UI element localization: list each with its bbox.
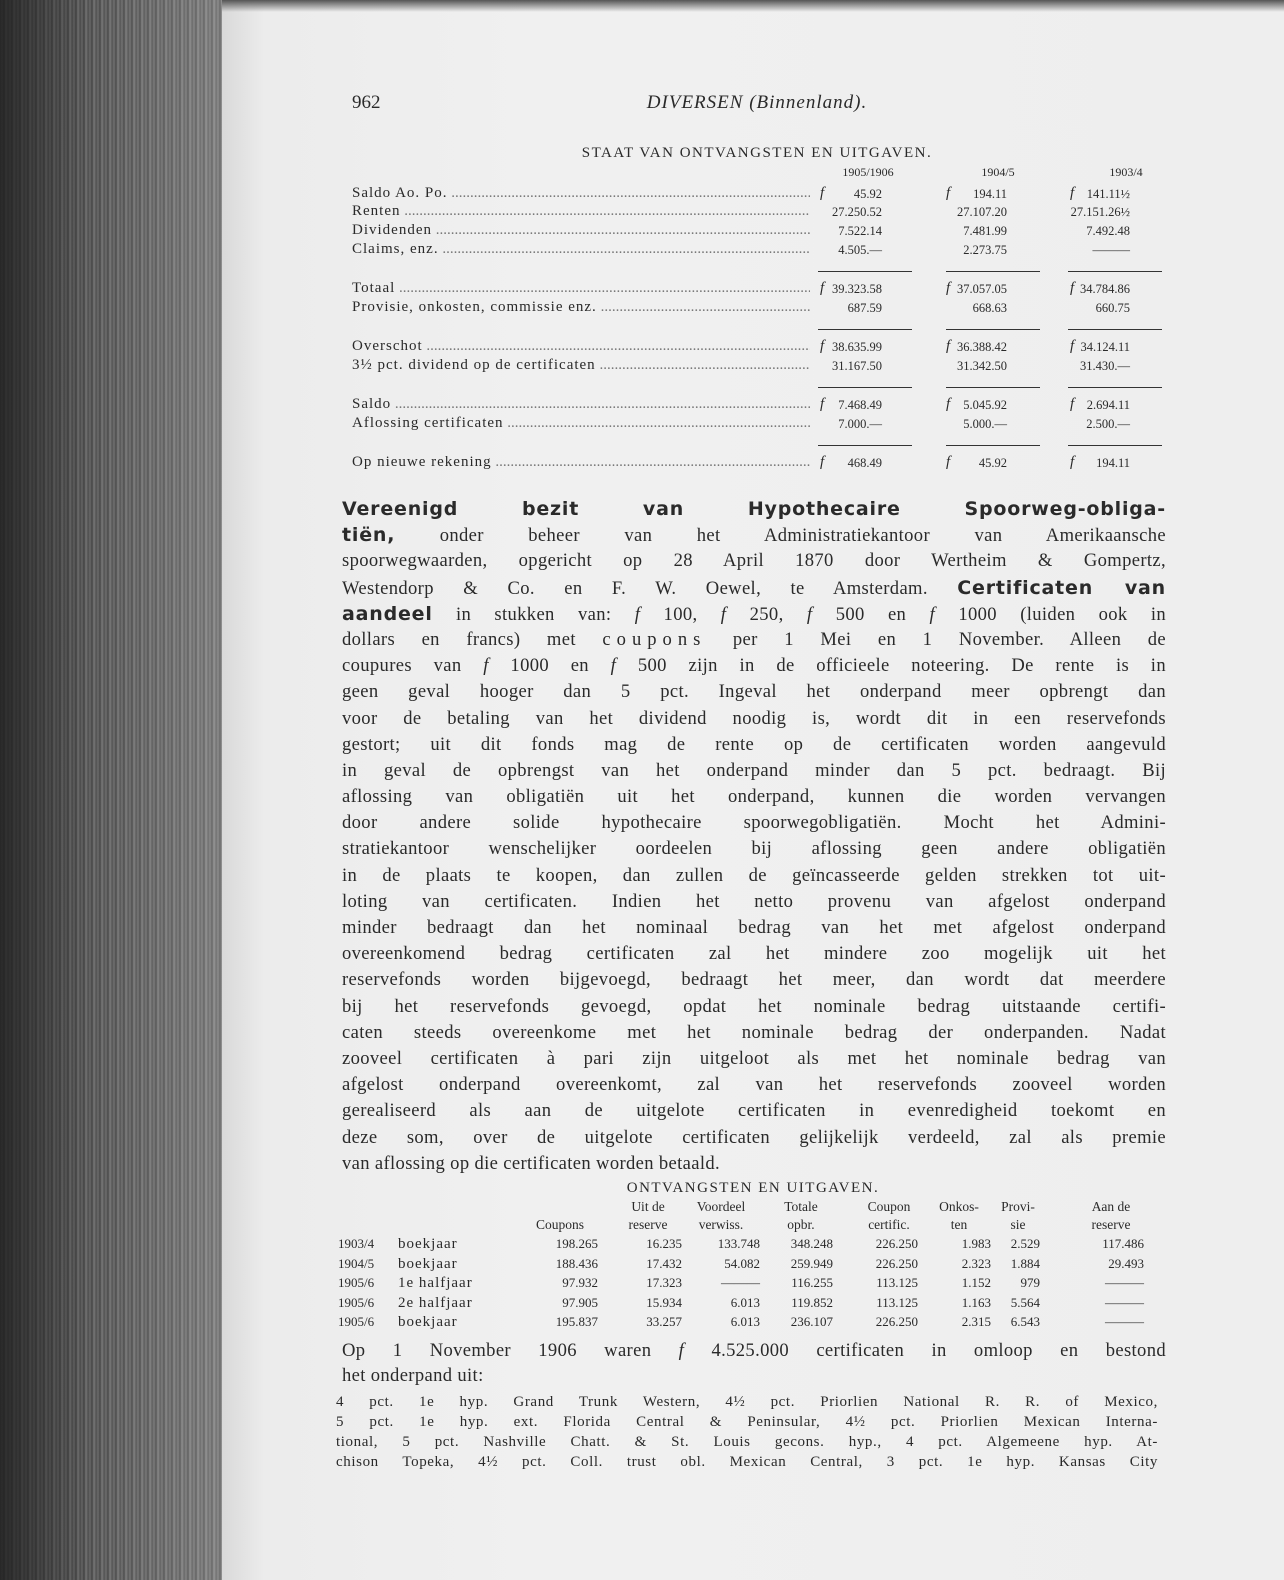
row-label: Overschot ..... bbox=[352, 338, 810, 355]
cell-value: 348.248 bbox=[790, 1236, 833, 1251]
cell-value: 27.250.52 bbox=[832, 205, 882, 219]
text-line: 5 pct. 1e hyp. ext. Florida Central & Peninsular, 4½ pct. Priorlien Mexican Interna- bbox=[336, 1414, 1158, 1430]
florin-sign: f bbox=[678, 1340, 685, 1361]
text-run: door andere solide hypothecaire spoorwegobligatiën. Mocht het Admini- bbox=[342, 812, 1166, 834]
cell-value: 668.63 bbox=[972, 301, 1007, 315]
text-line bbox=[342, 863, 1166, 889]
text-line bbox=[342, 679, 1166, 705]
row-label: Renten ..... bbox=[352, 203, 810, 220]
row-year: 1905/6 bbox=[338, 1314, 375, 1329]
cell-value: 117.486 bbox=[1102, 1236, 1144, 1251]
row-year: 1905/6 bbox=[338, 1275, 375, 1290]
florin-sign: f bbox=[820, 338, 825, 354]
sum-rule bbox=[1068, 445, 1162, 446]
table-row bbox=[352, 222, 1162, 241]
table-row bbox=[352, 454, 1162, 473]
cell-value: 5.045.92 bbox=[963, 398, 1007, 412]
row-label: boekjaar bbox=[398, 1314, 458, 1330]
cell-value: 15.934 bbox=[646, 1294, 682, 1310]
sum-rule bbox=[946, 445, 1040, 446]
table-row bbox=[352, 415, 1162, 434]
row-year: 1904/5 bbox=[338, 1255, 375, 1271]
text-line bbox=[342, 706, 1166, 732]
column-header bbox=[1061, 1198, 1161, 1234]
text-run: in geval de opbrengst van het onderpand minder dan 5 pct. bedraagt. Bij bbox=[342, 759, 1166, 781]
florin-sign: f bbox=[820, 280, 825, 296]
text-line bbox=[342, 836, 1166, 862]
florin-sign: f bbox=[610, 655, 617, 677]
text-run: bij het reservefonds gevoegd, opdat het nominale bedrag uitstaande certifi- bbox=[342, 995, 1166, 1017]
text-run: loting van certificaten. Indien het netto provenu van afgelost onderpand bbox=[342, 890, 1166, 912]
text-line bbox=[342, 548, 1166, 574]
column-header-line: Coupons bbox=[535, 1217, 584, 1232]
text-run: geen geval hooger dan 5 pct. Ingeval het onderpand meer opbrengt dan bbox=[342, 681, 1166, 703]
cell-value: 1.983 bbox=[961, 1236, 991, 1251]
text-run: van aflossing op die certificaten worden betaald. bbox=[342, 1152, 721, 1174]
row-label: Aflossing certificaten ..... bbox=[352, 415, 810, 432]
cell-value: ——— bbox=[1105, 1294, 1144, 1310]
cell-value: 2.500.— bbox=[1086, 417, 1130, 431]
row-label: 1e halfjaar bbox=[398, 1275, 473, 1291]
florin-sign: f bbox=[483, 655, 489, 677]
text-line bbox=[342, 1338, 1166, 1363]
column-header-line: Provi- bbox=[1001, 1199, 1035, 1214]
row-label: boekjaar bbox=[398, 1236, 458, 1252]
text-run: voor de betaling van het dividend noodig is, wordt dit in een reservefonds bbox=[342, 707, 1166, 729]
sum-rule bbox=[1068, 329, 1162, 330]
column-header-line: Coupon bbox=[867, 1199, 911, 1214]
text-line bbox=[342, 575, 1166, 601]
table-row bbox=[352, 299, 1162, 318]
florin-sign: f bbox=[820, 396, 825, 412]
cell-value: 194.11 bbox=[1096, 456, 1130, 470]
text-run: deze som, over de uitgelote certificaten gelijkelijk verdeeld, zal als premie bbox=[342, 1126, 1166, 1148]
text-run: 500 en bbox=[812, 603, 930, 625]
page-top-shadow bbox=[222, 0, 1284, 12]
column-header-line bbox=[510, 1198, 610, 1216]
sum-rule bbox=[946, 387, 1040, 388]
cell-value: 116.255 bbox=[791, 1275, 833, 1290]
cell-value: 195.837 bbox=[555, 1314, 598, 1329]
text-line: 4 pct. 1e hyp. Grand Trunk Western, 4½ pct. Priorlien National R. R. of Mexico, bbox=[336, 1394, 1158, 1410]
row-label: Saldo ..... bbox=[352, 396, 810, 413]
column-header: 1904/5 bbox=[981, 165, 1015, 179]
sum-rule bbox=[1068, 271, 1162, 272]
sum-rule bbox=[818, 387, 912, 388]
cell-value: 468.49 bbox=[847, 456, 882, 470]
cell-value: 226.250 bbox=[875, 1255, 918, 1271]
cell-value: 2.323 bbox=[961, 1255, 991, 1271]
florin-sign: f bbox=[1070, 396, 1075, 412]
florin-sign: f bbox=[946, 396, 951, 412]
cell-value: 198.265 bbox=[555, 1236, 598, 1251]
text-line bbox=[342, 915, 1166, 941]
cell-value: ——— bbox=[1105, 1275, 1144, 1290]
cell-value: 2.273.75 bbox=[963, 243, 1007, 257]
page-header bbox=[352, 92, 1162, 116]
florin-sign: f bbox=[946, 338, 951, 354]
column-header: 1905/1906 bbox=[842, 165, 894, 179]
text-line bbox=[342, 1098, 1166, 1124]
florin-sign: f bbox=[929, 603, 936, 625]
text-run: dollars en francs) met bbox=[342, 628, 603, 650]
text-run: gestort; uit dit fonds mag de rente op de certificaten worden aangevuld bbox=[342, 733, 1166, 755]
column-header bbox=[510, 1198, 610, 1234]
cell-value: 45.92 bbox=[853, 187, 882, 201]
florin-sign: f bbox=[946, 185, 951, 201]
text-line bbox=[342, 810, 1166, 836]
cell-value: 27.151.26½ bbox=[1070, 205, 1130, 219]
cell-value: 97.905 bbox=[562, 1294, 598, 1310]
cell-value: 7.481.99 bbox=[963, 224, 1007, 238]
cell-value: 36.388.42 bbox=[957, 340, 1007, 354]
cell-value: 119.852 bbox=[791, 1294, 833, 1310]
sum-rule bbox=[818, 445, 912, 446]
cell-value: 17.432 bbox=[646, 1255, 682, 1271]
column-header-line: reserve bbox=[1091, 1217, 1131, 1232]
text-run: aflossing van obligatiën uit het onderpand, kunnen die worden vervangen bbox=[342, 786, 1166, 808]
table-row bbox=[352, 357, 1162, 376]
text-line bbox=[342, 1072, 1166, 1098]
text-run: afgelost onderpand overeenkomt, zal van het reservefonds zooveel worden bbox=[342, 1074, 1166, 1096]
collateral-list bbox=[336, 1392, 1158, 1472]
cell-value: 31.430.— bbox=[1080, 359, 1130, 373]
cell-value: 1.163 bbox=[961, 1294, 991, 1310]
column-header bbox=[751, 1198, 851, 1234]
florin-sign: f bbox=[820, 185, 825, 201]
cell-value: 34.784.86 bbox=[1080, 282, 1130, 296]
row-year: 1905/6 bbox=[338, 1294, 375, 1310]
text-run: in stukken van: bbox=[432, 603, 635, 625]
text-run: gerealiseerd als aan de uitgelote certificaten in evenredigheid toekomt en bbox=[342, 1100, 1166, 1122]
text-line bbox=[342, 601, 1166, 627]
table-row bbox=[352, 241, 1162, 260]
florin-sign: f bbox=[720, 603, 727, 625]
running-title: DIVERSEN (Binnenland). bbox=[646, 92, 868, 113]
florin-sign: f bbox=[634, 603, 641, 625]
text-run: 100, bbox=[640, 603, 721, 625]
cell-value: 38.635.99 bbox=[832, 340, 882, 354]
cell-value: 979 bbox=[1020, 1275, 1040, 1290]
cell-value: 2.694.11 bbox=[1086, 398, 1130, 412]
row-label: Dividenden ..... bbox=[352, 222, 810, 239]
cell-value: 29.493 bbox=[1108, 1255, 1144, 1271]
text-run: het onderpand uit: bbox=[342, 1365, 484, 1386]
page-number: 962 bbox=[352, 92, 381, 113]
cell-value: 7.522.14 bbox=[838, 224, 882, 238]
text-run: zooveel certificaten à pari zijn uitgeloot als met het nominale bedrag van bbox=[342, 1047, 1166, 1069]
text-line bbox=[342, 627, 1166, 653]
cell-value: 6.543 bbox=[1010, 1314, 1040, 1329]
text-line: chison Topeka, 4½ pct. Coll. trust obl. Mexican Central, 3 pct. 1e hyp. Kansas City bbox=[336, 1454, 1158, 1470]
column-header-line: Aan de bbox=[1091, 1199, 1131, 1214]
florin-sign: f bbox=[820, 454, 825, 470]
text-line bbox=[342, 1151, 1166, 1177]
florin-sign: f bbox=[1070, 454, 1075, 470]
text-run: Westendorp & Co. en F. W. Oewel, te Amsterdam. bbox=[342, 577, 958, 599]
cell-value: 2.315 bbox=[961, 1314, 991, 1329]
text-line bbox=[342, 889, 1166, 915]
text-run: Op 1 November 1906 waren bbox=[342, 1340, 679, 1361]
row-label: 3½ pct. dividend op de certificaten ..... bbox=[352, 357, 810, 374]
text-run: 250, bbox=[726, 603, 807, 625]
row-label: 2e halfjaar bbox=[398, 1294, 473, 1311]
cell-value: 27.107.20 bbox=[957, 205, 1007, 219]
body-paragraph-2 bbox=[342, 1338, 1166, 1388]
cell-value: 236.107 bbox=[790, 1314, 833, 1329]
sum-rule bbox=[1068, 387, 1162, 388]
cell-value: 17.323 bbox=[646, 1275, 682, 1290]
text-line bbox=[342, 1020, 1166, 1046]
bold-heading: Vereenigd bezit van Hypothecaire Spoorweg-obliga- bbox=[342, 498, 1166, 520]
row-label: boekjaar bbox=[398, 1255, 458, 1272]
cell-value: 7.000.— bbox=[838, 417, 882, 431]
row-label: Totaal ..... bbox=[352, 280, 810, 297]
text-line bbox=[342, 994, 1166, 1020]
text-run: stratiekantoor wenschelijker oordeelen bij aflossing geen andere obligatiën bbox=[342, 838, 1166, 860]
text-line bbox=[342, 1046, 1166, 1072]
cell-value: 97.932 bbox=[562, 1275, 598, 1290]
column-header-line: ten bbox=[950, 1217, 968, 1232]
florin-sign: f bbox=[806, 603, 813, 625]
sum-rule bbox=[946, 271, 1040, 272]
cell-value: 5.564 bbox=[1010, 1294, 1040, 1310]
column-header-line: sie bbox=[1010, 1217, 1026, 1232]
text-run: onder beheer van het Administratiekantoor van Amerikaansche bbox=[395, 525, 1166, 547]
column-header-line: Voordeel bbox=[696, 1199, 746, 1214]
text-line bbox=[342, 1125, 1166, 1151]
table-row bbox=[338, 1295, 1168, 1314]
cell-value: 16.235 bbox=[646, 1236, 682, 1251]
body-paragraph bbox=[342, 496, 1166, 1177]
cell-value: 113.125 bbox=[876, 1294, 918, 1310]
text-run: per 1 Mei en 1 November. Alleen de bbox=[706, 628, 1167, 650]
florin-sign: f bbox=[946, 280, 951, 296]
text-run: overeenkomend bedrag certificaten zal het mindere zoo mogelijk uit het bbox=[342, 943, 1166, 965]
spaced-word: coupons bbox=[602, 628, 707, 650]
cell-value: 6.013 bbox=[730, 1314, 760, 1329]
table-row bbox=[338, 1236, 1168, 1255]
sum-rule bbox=[946, 329, 1040, 330]
text-run: 1000 en bbox=[488, 655, 611, 677]
table1-caption: STAAT VAN ONTVANGSTEN EN UITGAVEN. bbox=[581, 145, 933, 161]
table2-caption: ONTVANGSTEN EN UITGAVEN. bbox=[626, 1180, 880, 1196]
column-header-line: Totale bbox=[784, 1199, 818, 1214]
cell-value: 7.468.49 bbox=[838, 398, 882, 412]
text-run: 1000 (luiden ook in bbox=[935, 603, 1167, 625]
sum-rule bbox=[818, 271, 912, 272]
text-run: spoorwegwaarden, opgericht op 28 April 1870 door Wertheim & Gompertz, bbox=[342, 550, 1166, 572]
cell-value: 259.949 bbox=[790, 1255, 833, 1271]
text-line bbox=[342, 941, 1166, 967]
cell-value: 687.59 bbox=[847, 301, 882, 315]
text-run: minder bedraagt dan het nominaal bedrag van het met afgelost onderpand bbox=[342, 917, 1166, 938]
table-row bbox=[352, 338, 1162, 357]
column-header bbox=[968, 1198, 1068, 1234]
bold-heading: aandeel bbox=[342, 602, 433, 625]
column-header-line: reserve bbox=[628, 1217, 668, 1232]
row-year: 1903/4 bbox=[338, 1236, 375, 1251]
table-row bbox=[338, 1275, 1168, 1294]
florin-sign: f bbox=[1070, 280, 1075, 296]
cell-value: 7.492.48 bbox=[1086, 224, 1130, 238]
text-line bbox=[342, 967, 1166, 993]
cell-value: 1.152 bbox=[961, 1275, 991, 1290]
cell-value: 31.167.50 bbox=[832, 359, 882, 373]
text-line bbox=[342, 758, 1166, 784]
text-line bbox=[342, 784, 1166, 810]
florin-sign: f bbox=[1070, 185, 1075, 201]
cell-value: 133.748 bbox=[717, 1236, 760, 1251]
column-header-line: certific. bbox=[868, 1217, 910, 1232]
cell-value: ——— bbox=[721, 1275, 760, 1290]
text-line bbox=[342, 653, 1166, 679]
sum-rule bbox=[818, 329, 912, 330]
book-page-edges bbox=[0, 0, 222, 1580]
florin-sign: f bbox=[946, 454, 951, 470]
cell-value: 33.257 bbox=[646, 1314, 682, 1329]
florin-sign: f bbox=[1070, 338, 1075, 354]
column-header: 1903/4 bbox=[1109, 165, 1143, 179]
cell-value: 226.250 bbox=[875, 1314, 918, 1329]
cell-value: 39.323.58 bbox=[832, 282, 882, 296]
cell-value: 5.000.— bbox=[963, 417, 1007, 431]
cell-value: 4.505.— bbox=[838, 243, 882, 257]
cell-value: 37.057.05 bbox=[957, 282, 1007, 296]
column-header-line: Onkos- bbox=[939, 1199, 979, 1214]
text-line bbox=[342, 496, 1166, 522]
cell-value: 54.082 bbox=[724, 1255, 760, 1271]
cell-value: 188.436 bbox=[555, 1255, 598, 1271]
cell-value: ——— bbox=[1105, 1314, 1144, 1329]
cell-value: 660.75 bbox=[1095, 301, 1130, 315]
text-line: tional, 5 pct. Nashville Chatt. & St. Louis gecons. hyp., 4 pct. Algemeene hyp. At- bbox=[336, 1434, 1158, 1450]
cell-value: 194.11 bbox=[973, 187, 1007, 201]
table-row bbox=[338, 1256, 1168, 1275]
text-run: in de plaats te koopen, dan zullen de geïncasseerde gelden strekken tot uit- bbox=[342, 864, 1166, 886]
column-header-line: opbr. bbox=[787, 1217, 815, 1232]
bold-heading: tiën, bbox=[342, 524, 396, 547]
table-row bbox=[352, 280, 1162, 299]
row-label: Claims, enz. ..... bbox=[352, 241, 810, 258]
table-row bbox=[338, 1314, 1168, 1333]
cell-value: 141.11½ bbox=[1086, 187, 1130, 201]
text-run: coupures van bbox=[342, 655, 484, 677]
cell-value: 34.124.11 bbox=[1080, 340, 1130, 354]
table-row bbox=[352, 203, 1162, 222]
cell-value: ——— bbox=[1092, 243, 1130, 257]
row-label: Provisie, onkosten, commissie enz. ..... bbox=[352, 299, 810, 316]
cell-value: 6.013 bbox=[730, 1294, 760, 1310]
text-run: reservefonds worden bijgevoegd, bedraagt het meer, dan wordt dat meerdere bbox=[342, 969, 1166, 991]
bold-heading: Certificaten van bbox=[957, 576, 1166, 599]
text-run: 500 zijn in de officieele noteering. De rente is in bbox=[616, 655, 1166, 677]
column-header-line: verwiss. bbox=[698, 1217, 744, 1232]
cell-value: 31.342.50 bbox=[957, 359, 1007, 373]
text-run: caten steeds overeenkome met het nominale bedrag der onderpanden. Nadat bbox=[342, 1021, 1166, 1043]
cell-value: 113.125 bbox=[876, 1275, 918, 1290]
row-label: Saldo Ao. Po. ..... bbox=[352, 185, 810, 202]
text-line bbox=[342, 1363, 1166, 1388]
table-row bbox=[352, 185, 1162, 204]
column-header-line: Uit de bbox=[631, 1199, 665, 1214]
table-row bbox=[352, 396, 1162, 415]
cell-value: 226.250 bbox=[875, 1236, 918, 1251]
cell-value: 2.529 bbox=[1010, 1236, 1040, 1251]
cell-value: 1.884 bbox=[1010, 1255, 1040, 1271]
row-label: Op nieuwe rekening ..... bbox=[352, 454, 810, 471]
text-run: 4.525.000 certificaten in omloop en bestond bbox=[684, 1340, 1166, 1361]
cell-value: 45.92 bbox=[978, 456, 1007, 470]
text-line bbox=[342, 732, 1166, 758]
text-line bbox=[342, 522, 1166, 548]
